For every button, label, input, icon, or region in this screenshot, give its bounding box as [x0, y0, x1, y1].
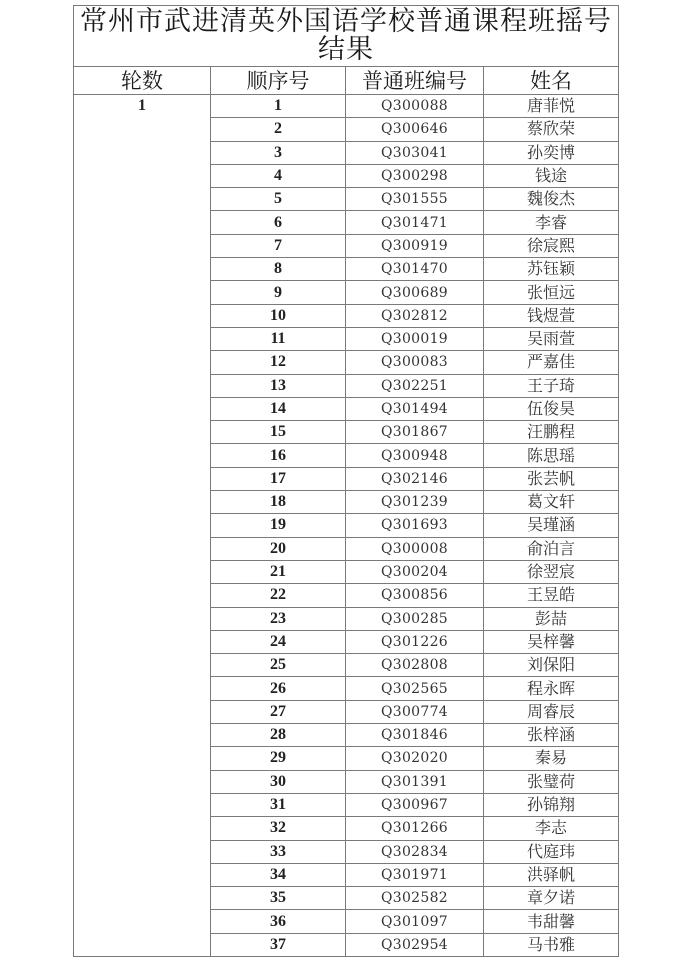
student-name-cell: 章夕诺: [484, 887, 619, 910]
student-name-cell: 俞泊言: [484, 537, 619, 560]
class-code-cell: Q300008: [346, 537, 484, 560]
sequence-cell: 20: [211, 537, 346, 560]
header-round: 轮数: [74, 67, 211, 95]
sequence-cell: 9: [211, 281, 346, 304]
student-name-cell: 张梓涵: [484, 724, 619, 747]
sequence-cell: 3: [211, 141, 346, 164]
class-code-cell: Q301494: [346, 397, 484, 420]
student-name-cell: 周睿辰: [484, 700, 619, 723]
sequence-cell: 10: [211, 304, 346, 327]
sequence-cell: 34: [211, 863, 346, 886]
table-row: [74, 95, 619, 118]
sequence-cell: 17: [211, 467, 346, 490]
class-code-cell: Q300298: [346, 164, 484, 187]
student-name-cell: 王子琦: [484, 374, 619, 397]
sequence-cell: 30: [211, 770, 346, 793]
class-code-cell: Q302582: [346, 887, 484, 910]
student-name-cell: 孙奕博: [484, 141, 619, 164]
student-name-cell: 王昱皓: [484, 584, 619, 607]
student-name-cell: 洪驿帆: [484, 863, 619, 886]
student-name-cell: 魏俊杰: [484, 188, 619, 211]
header-name: 姓名: [484, 67, 619, 95]
sequence-cell: 4: [211, 164, 346, 187]
class-code-cell: Q301971: [346, 863, 484, 886]
student-name-cell: 蔡欣荣: [484, 118, 619, 141]
student-name-cell: 吴瑾涵: [484, 514, 619, 537]
sequence-cell: 12: [211, 351, 346, 374]
class-code-cell: Q300689: [346, 281, 484, 304]
student-name-cell: 马书雅: [484, 933, 619, 956]
class-code-cell: Q300019: [346, 327, 484, 350]
student-name-cell: 葛文轩: [484, 491, 619, 514]
sequence-cell: 1: [211, 95, 346, 118]
sequence-cell: 16: [211, 444, 346, 467]
sequence-cell: 19: [211, 514, 346, 537]
class-code-cell: Q300967: [346, 793, 484, 816]
sequence-cell: 25: [211, 654, 346, 677]
table-body: [74, 95, 619, 957]
sequence-cell: 37: [211, 933, 346, 956]
sequence-cell: 27: [211, 700, 346, 723]
sequence-cell: 24: [211, 630, 346, 653]
class-code-cell: Q302808: [346, 654, 484, 677]
class-code-cell: Q300856: [346, 584, 484, 607]
sequence-cell: 33: [211, 840, 346, 863]
student-name-cell: 陈思瑶: [484, 444, 619, 467]
student-name-cell: 吴雨萱: [484, 327, 619, 350]
student-name-cell: 代庭玮: [484, 840, 619, 863]
student-name-cell: 刘保阳: [484, 654, 619, 677]
class-code-cell: Q302251: [346, 374, 484, 397]
sequence-cell: 8: [211, 258, 346, 281]
sequence-cell: 26: [211, 677, 346, 700]
class-code-cell: Q301266: [346, 817, 484, 840]
student-name-cell: 秦易: [484, 747, 619, 770]
class-code-cell: Q300083: [346, 351, 484, 374]
class-code-cell: Q301693: [346, 514, 484, 537]
header-class-code: 普通班编号: [346, 67, 484, 95]
sequence-cell: 2: [211, 118, 346, 141]
student-name-cell: 伍俊昊: [484, 397, 619, 420]
table-header-row: [74, 67, 619, 95]
document-title: 常州市武进清英外国语学校普通课程班摇号结果: [74, 6, 619, 67]
sequence-cell: 36: [211, 910, 346, 933]
sequence-cell: 31: [211, 793, 346, 816]
student-name-cell: 徐宸熙: [484, 234, 619, 257]
student-name-cell: 严嘉佳: [484, 351, 619, 374]
class-code-cell: Q301555: [346, 188, 484, 211]
class-code-cell: Q300948: [346, 444, 484, 467]
student-name-cell: 李志: [484, 817, 619, 840]
class-code-cell: Q302146: [346, 467, 484, 490]
student-name-cell: 钱途: [484, 164, 619, 187]
sequence-cell: 21: [211, 560, 346, 583]
class-code-cell: Q301239: [346, 491, 484, 514]
student-name-cell: 吴梓馨: [484, 630, 619, 653]
sequence-cell: 6: [211, 211, 346, 234]
sequence-cell: 14: [211, 397, 346, 420]
sequence-cell: 13: [211, 374, 346, 397]
sequence-cell: 35: [211, 887, 346, 910]
student-name-cell: 张璧荷: [484, 770, 619, 793]
class-code-cell: Q300919: [346, 234, 484, 257]
class-code-cell: Q302954: [346, 933, 484, 956]
class-code-cell: Q301097: [346, 910, 484, 933]
sequence-cell: 29: [211, 747, 346, 770]
class-code-cell: Q302812: [346, 304, 484, 327]
lottery-result-table: [73, 5, 619, 957]
round-cell: 1: [74, 95, 211, 957]
sequence-cell: 15: [211, 421, 346, 444]
sequence-cell: 5: [211, 188, 346, 211]
class-code-cell: Q300646: [346, 118, 484, 141]
sequence-cell: 23: [211, 607, 346, 630]
student-name-cell: 钱煜萱: [484, 304, 619, 327]
student-name-cell: 程永晖: [484, 677, 619, 700]
class-code-cell: Q300285: [346, 607, 484, 630]
student-name-cell: 徐翌宸: [484, 560, 619, 583]
sequence-cell: 11: [211, 327, 346, 350]
class-code-cell: Q300204: [346, 560, 484, 583]
class-code-cell: Q301226: [346, 630, 484, 653]
class-code-cell: Q302565: [346, 677, 484, 700]
class-code-cell: Q301867: [346, 421, 484, 444]
student-name-cell: 李睿: [484, 211, 619, 234]
sequence-cell: 7: [211, 234, 346, 257]
student-name-cell: 汪鹏程: [484, 421, 619, 444]
sequence-cell: 28: [211, 724, 346, 747]
class-code-cell: Q301470: [346, 258, 484, 281]
sequence-cell: 32: [211, 817, 346, 840]
student-name-cell: 张恒远: [484, 281, 619, 304]
class-code-cell: Q301846: [346, 724, 484, 747]
class-code-cell: Q302020: [346, 747, 484, 770]
lottery-result-sheet: [73, 5, 618, 957]
student-name-cell: 张芸帆: [484, 467, 619, 490]
sequence-cell: 22: [211, 584, 346, 607]
student-name-cell: 彭喆: [484, 607, 619, 630]
class-code-cell: Q300774: [346, 700, 484, 723]
class-code-cell: Q301471: [346, 211, 484, 234]
student-name-cell: 苏钰颖: [484, 258, 619, 281]
class-code-cell: Q301391: [346, 770, 484, 793]
student-name-cell: 韦甜馨: [484, 910, 619, 933]
student-name-cell: 孙锦翔: [484, 793, 619, 816]
class-code-cell: Q302834: [346, 840, 484, 863]
class-code-cell: Q303041: [346, 141, 484, 164]
class-code-cell: Q300088: [346, 95, 484, 118]
header-sequence: 顺序号: [211, 67, 346, 95]
student-name-cell: 唐菲悦: [484, 95, 619, 118]
sequence-cell: 18: [211, 491, 346, 514]
